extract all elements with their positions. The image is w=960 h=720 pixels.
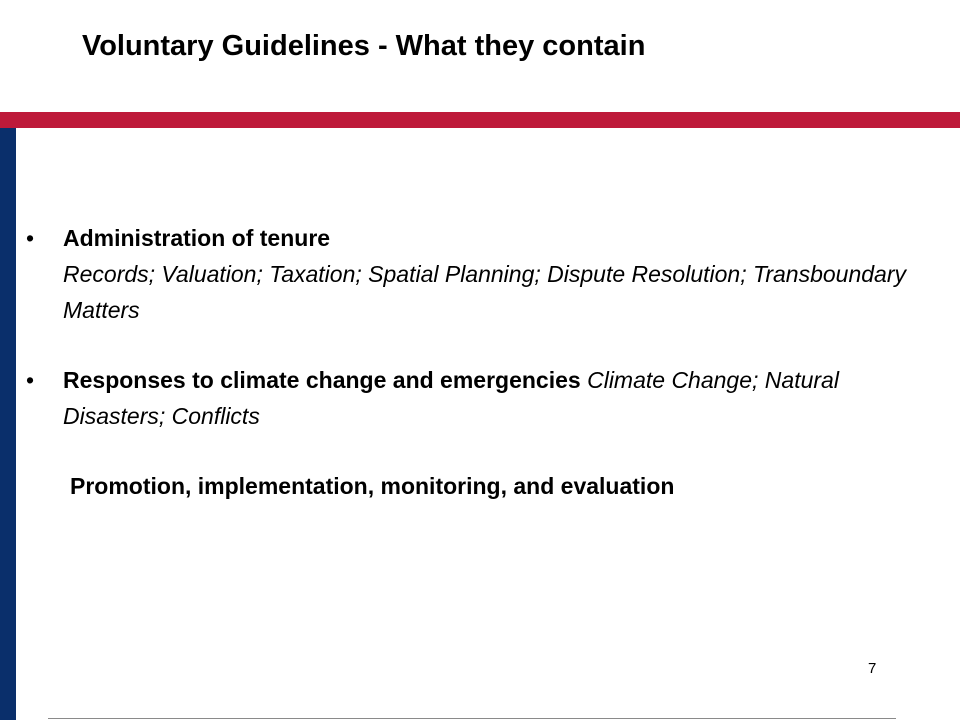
- bullet-item-climate: [26, 362, 946, 434]
- side-accent-bar: [0, 128, 16, 720]
- bullet-item-administration: [26, 220, 946, 328]
- slide-title: Voluntary Guidelines - What they contain: [82, 30, 646, 62]
- page-number: 7: [868, 660, 877, 677]
- bullet-detail: Climate Change; Natural Disasters; Conflicts: [63, 367, 839, 429]
- bullet-list: [26, 220, 946, 504]
- header-accent-bar: [0, 112, 960, 128]
- bullet-item-promotion: [26, 468, 946, 504]
- bullet-dot-icon: •: [26, 225, 35, 251]
- footer-divider: [48, 718, 896, 719]
- bullet-heading: Promotion, implementation, monitoring, and evaluation: [70, 473, 675, 499]
- bullet-dot-icon: •: [26, 367, 35, 393]
- bullet-detail: Records; Valuation; Taxation; Spatial Planning; Dispute Resolution; Transboundary Matters: [63, 261, 906, 323]
- bullet-heading: Responses to climate change and emergencies: [63, 367, 588, 393]
- bullet-heading: Administration of tenure: [63, 225, 331, 251]
